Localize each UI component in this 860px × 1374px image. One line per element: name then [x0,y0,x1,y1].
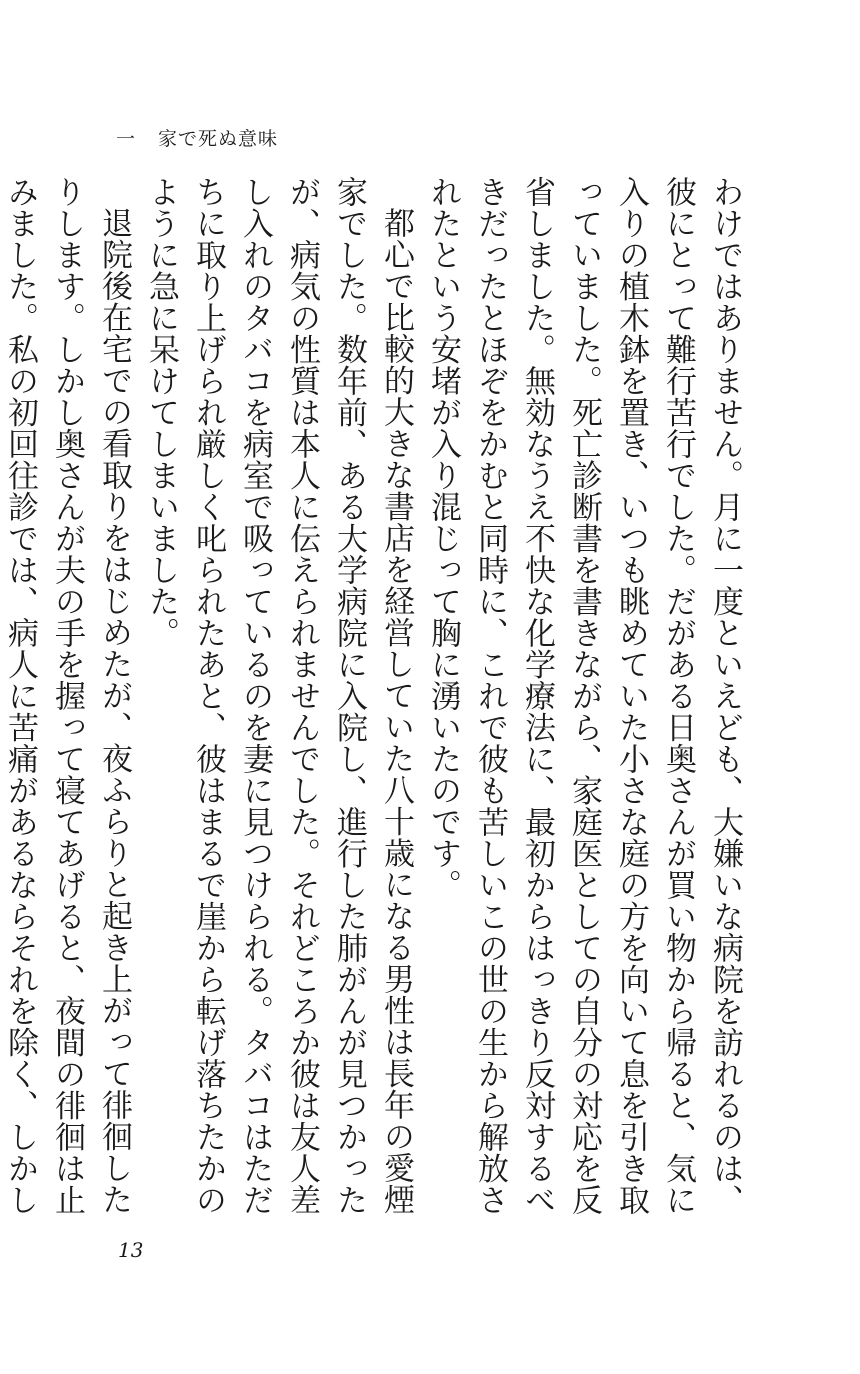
paragraph: 退院後在宅での看取りをはじめたが、夜ふらりと起き上がって徘徊したりします。しかし奥さんが夫の手を握って寝てあげると、夜間の徘徊は止みました。私の初回往診では、病人に苦痛があるならそれを除く、しかし [2,176,132,1216]
page-number: 13 [118,1238,144,1262]
paragraph: 都心で比較的大きな書店を経営していた八十歳になる男性は長年の愛煙家でした。数年前、ある大学病院に入院し、進行した肺がんが見つかったが、病気の性質は本人に伝えられませんでした。それどころか彼は友人差し入れのタバコを病室で吸っているのを妻に見つけられる。タバコはただちに取り上げられ厳しく叱られたあと、彼はまるで崖から転げ落ちたかのように急に呆けてしまいました。 [143,176,414,1216]
chapter-number: 一 [116,128,137,150]
body-text [0,176,748,1221]
paragraph-continued: わけではありません。月に一度といえども、大嫌いな病院を訪れるのは、彼にとって難行苦行でした。だがある日奥さんが買い物から帰ると、気に入りの植木鉢を置き、いつも眺めていた小さな庭の方を向いて息を引き取っていました。死亡診断書を書きながら、家庭医としての自分の対応を反省しました。無効なうえ不快な化学療法に、最初からはっきり反対するべきだったとほぞをかむと同時に、これで彼も苦しいこの世の生から解放されたという安堵が入り混じって胸に湧いたのです。 [425,176,743,1216]
chapter-title: 家で死ぬ意味 [158,128,279,150]
running-head [116,130,278,149]
